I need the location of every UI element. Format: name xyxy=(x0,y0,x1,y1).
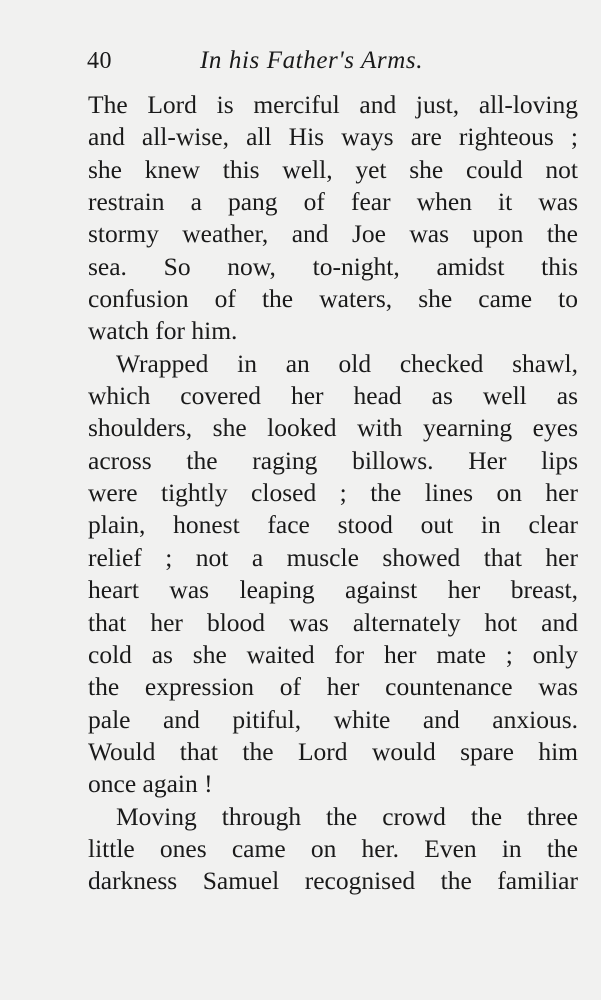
body-text xyxy=(88,89,578,898)
text-line: plain, honest face stood out in clear xyxy=(88,510,578,540)
text-line: once again ! xyxy=(88,769,213,799)
text-line: that her blood was alternately hot and xyxy=(88,607,578,637)
page-header xyxy=(87,44,577,78)
text-line: across the raging billows. Her lips xyxy=(88,445,578,475)
text-line: heart was leaping against her breast, xyxy=(88,575,578,605)
running-title: In his Father's Arms. xyxy=(200,47,424,74)
text-line: pale and pitiful, white and anxious. xyxy=(88,704,578,734)
text-line: and all-wise, all His ways are righteous ; xyxy=(88,122,578,152)
text-line: shoulders, she looked with yearning eyes xyxy=(88,413,578,443)
text-line: the expression of her countenance was xyxy=(88,672,578,702)
text-line: relief ; not a muscle showed that her xyxy=(88,542,578,572)
text-line: confusion of the waters, she came to xyxy=(88,284,578,314)
text-line: The Lord is merciful and just, all-loving xyxy=(88,90,578,119)
text-line: stormy weather, and Joe was upon the xyxy=(88,219,578,249)
text-line: were tightly closed ; the lines on her xyxy=(88,478,578,508)
text-line: Wrapped in an old checked shawl, xyxy=(116,348,578,378)
text-line: cold as she waited for her mate ; only xyxy=(88,639,578,669)
text-line: Moving through the crowd the three xyxy=(116,801,578,831)
text-line: darkness Samuel recognised the familiar xyxy=(88,866,578,896)
text-line: sea. So now, to-night, amidst this xyxy=(88,251,578,281)
text-line: she knew this well, yet she could not xyxy=(88,154,578,184)
text-line: Would that the Lord would spare him xyxy=(88,736,578,766)
text-line: restrain a pang of fear when it was xyxy=(88,187,578,217)
text-line: watch for him. xyxy=(88,316,238,346)
text-line: little ones came on her. Even in the xyxy=(88,833,578,863)
page-number: 40 xyxy=(87,48,112,74)
text-line: which covered her head as well as xyxy=(88,381,578,411)
